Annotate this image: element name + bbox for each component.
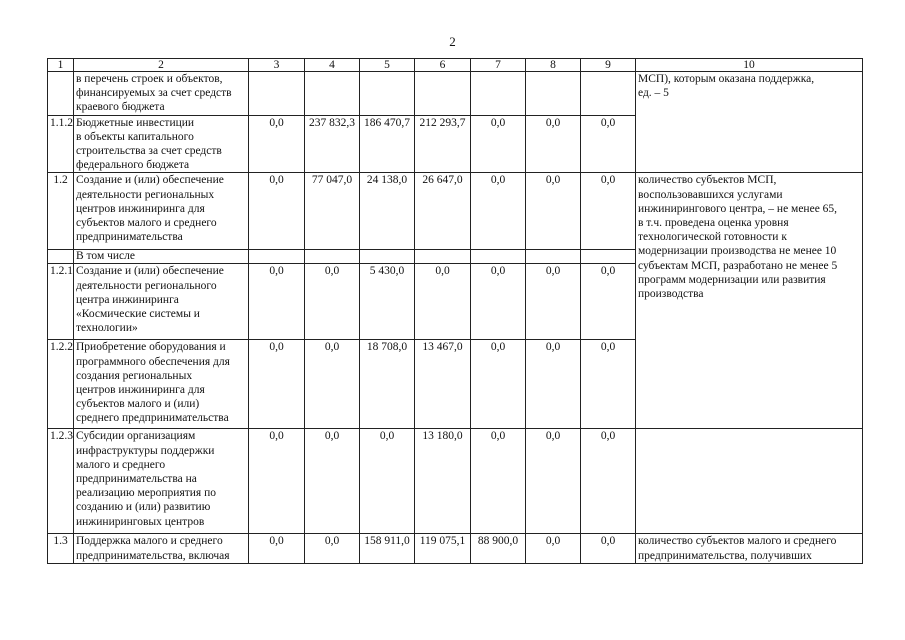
name-line: финансируемых за счет средств: [76, 87, 232, 100]
value-cell: 0,0: [471, 115, 526, 173]
name-line: реализацию мероприятия по: [76, 487, 216, 500]
header-row: [48, 59, 863, 72]
result-line: производства: [638, 288, 704, 301]
name-line: в объекты капитального: [76, 130, 194, 143]
header-cell: 2: [74, 59, 249, 72]
value-cell: [581, 250, 636, 264]
result-cell-empty: [636, 429, 863, 534]
result-line: количество субъектов МСП,: [638, 174, 777, 187]
value-cell: 0,0: [581, 340, 636, 429]
value-cell: 0,0: [471, 264, 526, 340]
value-cell: [305, 72, 360, 116]
name-line: создания региональных: [76, 369, 193, 382]
header-cell: 8: [526, 59, 581, 72]
value-cell: 5 430,0: [360, 264, 415, 340]
row-number: 1.2.1: [48, 264, 74, 340]
value-cell: 0,0: [581, 429, 636, 534]
value-cell: 0,0: [526, 534, 581, 564]
value-cell: 0,0: [581, 534, 636, 564]
value-cell: 0,0: [581, 115, 636, 173]
value-cell: [360, 72, 415, 116]
value-cell: 119 075,1: [415, 534, 471, 564]
value-cell: 0,0: [249, 340, 305, 429]
name-line: Субсидии организациям: [76, 430, 196, 443]
value-cell: 0,0: [581, 173, 636, 250]
value-cell: 0,0: [471, 429, 526, 534]
name-line: субъектов малого и (или): [76, 398, 200, 411]
header-cell: 10: [636, 59, 863, 72]
name-line: технологии»: [76, 322, 138, 335]
name-line: В том числе: [76, 250, 135, 263]
value-cell: 0,0: [249, 115, 305, 173]
result-line: воспользовавшихся услугами: [638, 188, 783, 201]
result-line: субъектам МСП, разработано не менее 5: [638, 259, 838, 272]
name-line: предпринимательства, включая: [76, 549, 230, 562]
row-number: 1.2.2: [48, 340, 74, 429]
name-line: центров инжиниринга для: [76, 202, 205, 215]
header-cell: 5: [360, 59, 415, 72]
result-line: инжинирингового центра, – не менее 65,: [638, 202, 838, 215]
name-line: федерального бюджета: [76, 159, 190, 172]
header-cell: 3: [249, 59, 305, 72]
row-number: 1.2.3: [48, 429, 74, 534]
measure-name: [74, 173, 249, 250]
value-cell: 0,0: [471, 340, 526, 429]
table-row: [48, 429, 863, 534]
measure-name: [74, 340, 249, 429]
value-cell: 212 293,7: [415, 115, 471, 173]
name-line: инжиниринговых центров: [76, 515, 205, 528]
name-line: деятельности региональных: [76, 188, 215, 201]
program-table: [47, 58, 863, 564]
name-line: Создание и (или) обеспечение: [76, 174, 224, 187]
name-line: предпринимательства на: [76, 473, 197, 486]
result-line: количество субъектов малого и среднего: [638, 535, 837, 548]
name-line: деятельности регионального: [76, 279, 217, 292]
result-cell: [636, 72, 863, 173]
value-cell: 0,0: [415, 264, 471, 340]
value-cell: 0,0: [526, 429, 581, 534]
value-cell: [305, 250, 360, 264]
value-cell: 0,0: [249, 429, 305, 534]
value-cell: [415, 72, 471, 116]
value-cell: [526, 72, 581, 116]
name-line: субъектов малого и среднего: [76, 217, 217, 230]
value-cell: 0,0: [305, 340, 360, 429]
result-line: МСП), которым оказана поддержка,: [638, 73, 815, 85]
result-cell: [636, 173, 863, 429]
measure-name: [74, 250, 249, 264]
value-cell: 24 138,0: [360, 173, 415, 250]
header-cell: 6: [415, 59, 471, 72]
measure-name: [74, 72, 249, 116]
value-cell: [581, 72, 636, 116]
value-cell: 0,0: [249, 264, 305, 340]
name-line: в перечень строек и объектов,: [76, 73, 223, 85]
value-cell: [471, 250, 526, 264]
value-cell: 186 470,7: [360, 115, 415, 173]
value-cell: 0,0: [305, 534, 360, 564]
name-line: центров инжиниринга для: [76, 384, 205, 397]
header-cell: 7: [471, 59, 526, 72]
value-cell: 0,0: [360, 429, 415, 534]
value-cell: [249, 72, 305, 116]
name-line: Поддержка малого и среднего: [76, 535, 223, 548]
row-number: [48, 250, 74, 264]
name-line: Приобретение оборудования и: [76, 341, 226, 354]
value-cell: [249, 250, 305, 264]
value-cell: 0,0: [581, 264, 636, 340]
result-line: технологической готовности к: [638, 231, 787, 244]
name-line: инфраструктуры поддержки: [76, 444, 215, 457]
value-cell: 237 832,3: [305, 115, 360, 173]
measure-name: [74, 115, 249, 173]
result-line: в т.ч. проведена оценка уровня: [638, 217, 789, 230]
name-line: центра инжиниринга: [76, 293, 179, 306]
value-cell: 26 647,0: [415, 173, 471, 250]
value-cell: 13 180,0: [415, 429, 471, 534]
value-cell: 0,0: [526, 340, 581, 429]
value-cell: [415, 250, 471, 264]
name-line: Создание и (или) обеспечение: [76, 265, 224, 278]
value-cell: 0,0: [526, 115, 581, 173]
result-cell: [636, 534, 863, 564]
value-cell: 13 467,0: [415, 340, 471, 429]
value-cell: 0,0: [249, 534, 305, 564]
value-cell: 0,0: [249, 173, 305, 250]
value-cell: 18 708,0: [360, 340, 415, 429]
row-number: 1.1.2: [48, 115, 74, 173]
value-cell: 0,0: [305, 264, 360, 340]
row-number: 1.2: [48, 173, 74, 250]
measure-name: [74, 264, 249, 340]
name-line: краевого бюджета: [76, 101, 165, 114]
page-number: 2: [449, 34, 456, 49]
name-line: строительства за счет средств: [76, 145, 222, 158]
name-line: программного обеспечения для: [76, 355, 230, 368]
table-row: [48, 534, 863, 564]
table-row: [48, 72, 863, 116]
value-cell: 0,0: [526, 173, 581, 250]
value-cell: 0,0: [526, 264, 581, 340]
value-cell: 158 911,0: [360, 534, 415, 564]
name-line: созданию и (или) развитию: [76, 501, 211, 514]
value-cell: [360, 250, 415, 264]
name-line: малого и среднего: [76, 458, 166, 471]
row-number: [48, 72, 74, 116]
measure-name: [74, 534, 249, 564]
table-row: [48, 173, 863, 250]
value-cell: 77 047,0: [305, 173, 360, 250]
value-cell: [471, 72, 526, 116]
name-line: «Космические системы и: [76, 308, 200, 321]
name-line: Бюджетные инвестиции: [76, 116, 195, 129]
header-cell: 4: [305, 59, 360, 72]
name-line: предпринимательства: [76, 231, 183, 244]
result-line: ед. – 5: [638, 87, 669, 100]
header-cell: 1: [48, 59, 74, 72]
measure-name: [74, 429, 249, 534]
value-cell: [526, 250, 581, 264]
value-cell: 88 900,0: [471, 534, 526, 564]
value-cell: 0,0: [305, 429, 360, 534]
result-line: программ модернизации или развития: [638, 273, 826, 286]
header-cell: 9: [581, 59, 636, 72]
row-number: 1.3: [48, 534, 74, 564]
value-cell: 0,0: [471, 173, 526, 250]
result-line: предпринимательства, получивших: [638, 549, 812, 562]
name-line: среднего предпринимательства: [76, 412, 229, 425]
result-line: модернизации производства не менее 10: [638, 245, 837, 258]
